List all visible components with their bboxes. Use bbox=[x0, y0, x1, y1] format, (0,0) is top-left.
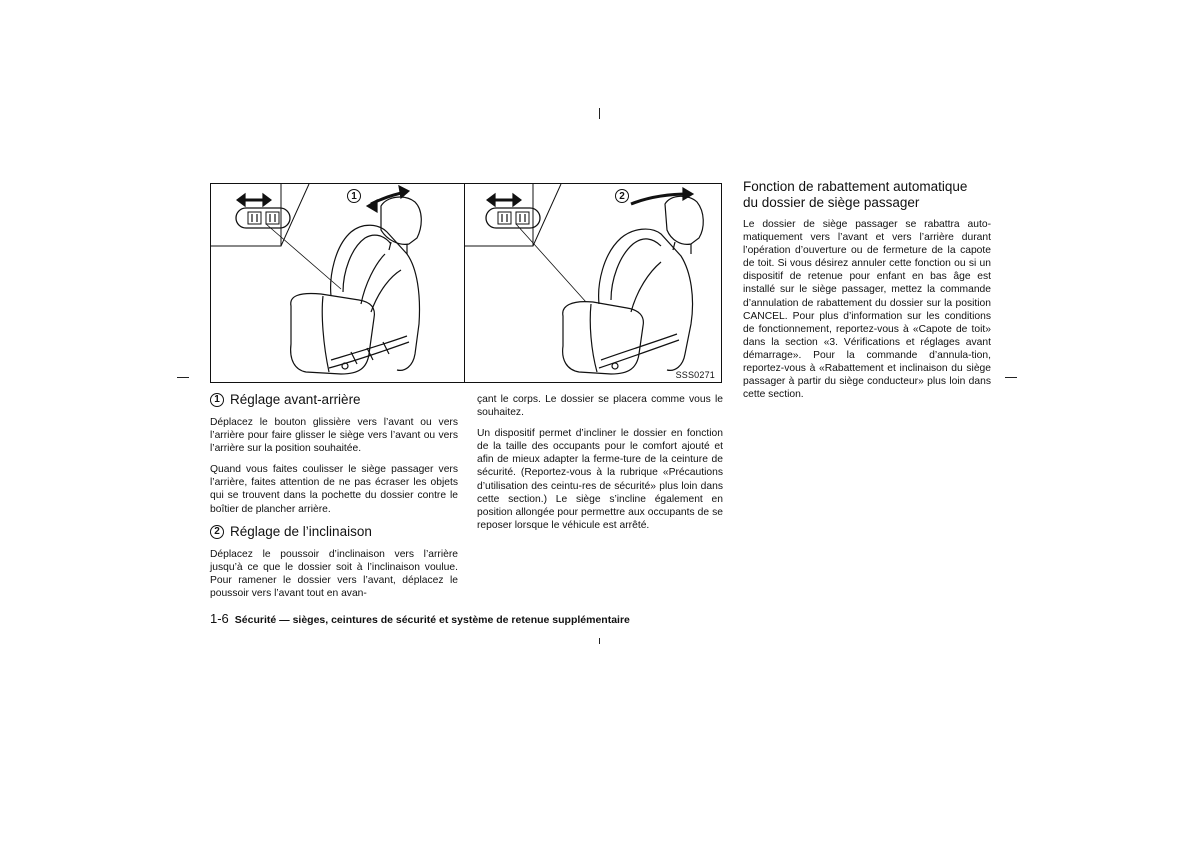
section-title-line-2: du dossier de siège passager bbox=[743, 195, 920, 210]
page-footer bbox=[210, 611, 630, 626]
paragraph: Déplacez le poussoir d’inclinaison vers l’arrière jusqu’à ce que le dossier soit à l’inclinaison voulue. Pour ramener le dossier vers l’avant, déplacez le poussoir vers l’avant tout en avan- bbox=[210, 548, 458, 599]
section-title-line-1: Fonction de rabattement automatique bbox=[743, 179, 968, 194]
section-heading-recline bbox=[210, 524, 458, 540]
section-number-2: 2 bbox=[210, 525, 224, 539]
paragraph: Le dossier de siège passager se rabattra auto-matiquement vers l’avant et vers l’arrière durant l’opération d’ouverture ou de fermeture de la capote de toit. Si vous désirez annuler cette fonction ou si un dispositif de retenue pour enfant en bas âge est installé sur le siège passager, mettez la commande d’annulation de rabattement du dossier sur la position CANCEL. Pour plus d’information sur les conditions de fonctionnement, reportez-vous à «Capote de toit» dans la section «3. Vérifications et réglages avant démarrage». Pour la commande d’annula-tion, reportez-vous à «Rabattement et inclinaison du siège passager à partir du siège conducteur» plus loin dans cette section. bbox=[743, 219, 991, 401]
seat-adjustment-figure bbox=[210, 183, 722, 383]
section-number-1: 1 bbox=[210, 393, 224, 407]
left-column bbox=[210, 392, 458, 608]
middle-column bbox=[477, 393, 723, 540]
paragraph: Quand vous faites coulisser le siège passager vers l’arrière, faites attention de ne pas écraser les objets qui se trouvent dans la pochette du dossier contre le boîtier de plancher arrière. bbox=[210, 464, 458, 515]
paragraph: çant le corps. Le dossier se placera comme vous le souhaitez. bbox=[477, 394, 723, 419]
crop-mark-left bbox=[177, 377, 189, 378]
crop-mark-right bbox=[1005, 377, 1017, 378]
chapter-title: Sécurité — sièges, ceintures de sécurité et système de retenue supplémentaire bbox=[234, 614, 630, 626]
figure-code: SSS0271 bbox=[675, 370, 715, 380]
figure-label-2: 2 bbox=[615, 189, 629, 203]
page-number: 1-6 bbox=[210, 611, 229, 626]
crop-mark-top bbox=[599, 108, 600, 119]
section-heading-fore-aft bbox=[210, 392, 458, 408]
paragraph: Déplacez le bouton glissière vers l’avant ou vers l’arrière pour faire glisser le siège vers l’avant ou vers l’arrière sur la position souhaitée. bbox=[210, 417, 458, 455]
paragraph: Un dispositif permet d’incliner le dossier en fonction de la taille des occupants pour le comfort ajouté et afin de mieux adapter la ferme-ture de la ceinture de sécurité. (Reportez-vous à la rubrique «Précautions d’utilisation des ceintu-res de sécurité» plus loin dans cette section.) Le siège s’incline également en position allongée pour permettre aux occupants de se reposer lorsque le véhicule est arrêté. bbox=[477, 428, 723, 531]
seat-illustrations bbox=[211, 184, 723, 384]
right-column bbox=[743, 179, 991, 409]
section-title-fore-aft: Réglage avant-arrière bbox=[230, 392, 361, 407]
crop-mark-bottom bbox=[599, 638, 600, 644]
section-title-auto-fold bbox=[743, 179, 991, 211]
figure-label-1: 1 bbox=[347, 189, 361, 203]
section-title-recline: Réglage de l’inclinaison bbox=[230, 523, 372, 539]
